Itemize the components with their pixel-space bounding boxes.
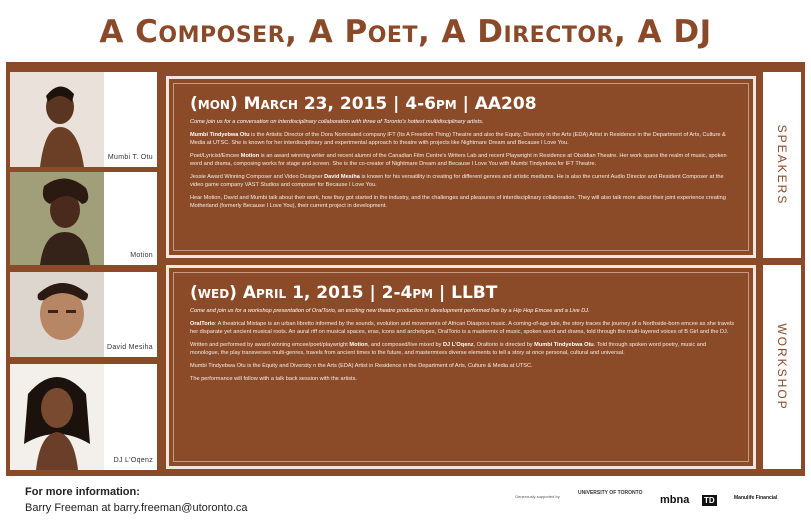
side-label-speakers: SPEAKERS	[763, 72, 801, 258]
event-paragraph: Hear Motion, David and Mumbi talk about their work, how they got started in the industry, and the challenges and pleasures of interdisciplinary collaboration. They will also talk more about their joint experience creating Motherland (formerly Because I Love You), their current project in development.	[190, 194, 726, 209]
footer-heading: For more information:	[25, 486, 140, 498]
event-paragraph: Written and performed by award winning emcee/poet/playwright Motion, and composed/live mixed by DJ L'Oqenz, Oraltorio is directed by Mumbi Tindyebwa Otu. Told through spoken word poetry, music and monologue, the play transverses multi-genres, travels from ancient times to the future, and mastermixes diverse elements to tell a story at once personal, cultural and universal.	[190, 341, 707, 356]
speaker-photo	[10, 364, 104, 470]
event-intro: Come and join us for a workshop presentation of OralTorio, an exciting new theatre production in development performed live by a Hip Hop Emcee and a Live DJ.	[190, 308, 590, 314]
speaker-photo	[10, 72, 104, 167]
mbna-logo: mbna	[660, 494, 690, 506]
event-paragraph: Poet/Lyricist/Emcee Motion is an award winning writer and recent alumni of the Canadian Film Centre's Writers Lab and recent Playwright in Residence at Obsidian Theatre. Her work spans the realm of music, spoken word and drama, composing works for stage and screen. She is the co-creator of Nightmare Dream and Because I Love You with Mumbi Tindyebwa for IFT Theatre.	[190, 152, 727, 167]
event-panel-speakers	[166, 76, 756, 258]
side-label-workshop: WORKSHOP	[763, 265, 801, 469]
footer	[0, 478, 811, 525]
speaker-photo	[10, 272, 104, 357]
event-panel-workshop	[166, 265, 756, 469]
manulife-logo: Manulife Financial	[734, 495, 778, 501]
event-intro: Come join us for a conversation on interdisciplinary collaboration with three of Toronto's hottest multidisciplinary artists.	[190, 119, 484, 125]
event-paragraph: OralTorio: A theatrical Mixtape is an urban libretto informed by the sounds, evolution and movements of African Diaspora music. A coming-of-age tale, the story traces the journey of a Northside-born emcee as she travels her disparate yet ancient musical roots. An aural riff on musical spaces, eras, icons and archetypes, OralTorio is a mastermix of music, spoken word and drama, told through the multi-layered voices of B Girl and the DJ.	[190, 320, 735, 335]
speaker-card	[10, 272, 157, 357]
event-paragraph: The performance will follow with a talk back session with the artists.	[190, 375, 357, 382]
speaker-name: Mumbi T. Otu	[107, 154, 153, 161]
speaker-card	[10, 364, 157, 470]
speaker-photo	[10, 172, 104, 265]
td-logo: TD	[704, 496, 715, 505]
footer-contact: Barry Freeman at barry.freeman@utoronto.ca	[25, 502, 248, 514]
speaker-card	[10, 172, 157, 265]
supported-by-label: Generously supported by	[515, 494, 560, 499]
event-paragraph: Jessie Award Winning Composer and Video Designer David Mesiha is known for his versatility in creating for different genres and artistic mediums. He is also the current Audio Director and Resident Composer at the video game company VAST Studios and composer for Because I Love You.	[190, 173, 724, 188]
event-paragraph: Mumbi Tindyebwa Otu is the Artistic Director of the Dora Nominated company IFT (Its A Freedom Thing) Theatre and also the Equity, Diversity in the Arts (EDA) Artist in Residence in the Department of Arts, Culture & Media at UTSC. She is known for her interdisciplinary and experimental approach to theatre with projects like Nightmare Dream and Because I Love You.	[190, 131, 726, 146]
event-paragraph: Mumbi Tindyebwa Otu is the Equity and Diversity n the Arts (EDA) Artist in Residence in the Department of Arts, Culture & Media at UTSC.	[190, 362, 533, 369]
speaker-name: Motion	[130, 252, 153, 259]
speaker-name: David Mesiha	[106, 344, 153, 351]
poster-title: A Composer, A Poet, A Director, A DJ	[99, 14, 712, 50]
event-heading: (wed) April 1, 2015 | 2-4pm | LLBT	[190, 283, 498, 303]
university-of-toronto-logo: UNIVERSITY OF TORONTO	[578, 490, 643, 496]
event-heading: (mon) March 23, 2015 | 4-6pm | AA208	[190, 94, 537, 114]
speaker-name: DJ L'Oqenz	[113, 457, 153, 464]
speaker-card	[10, 72, 157, 167]
